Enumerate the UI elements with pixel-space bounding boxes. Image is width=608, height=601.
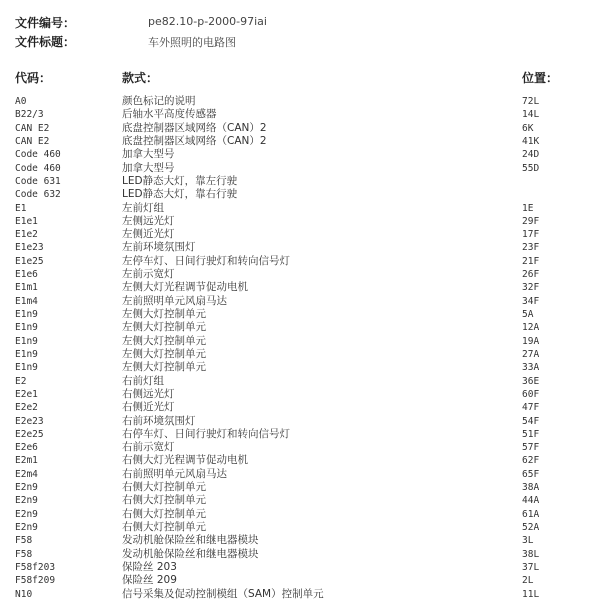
row-code: E2e2	[15, 402, 38, 414]
row-position: 26F	[522, 269, 540, 281]
row-description: 加拿大型号	[122, 161, 175, 174]
row-code: B22/3	[15, 109, 44, 121]
document-number-label: 文件编号：	[15, 16, 76, 30]
row-position: 47F	[522, 402, 540, 414]
row-position: 27A	[522, 348, 540, 360]
row-position: 2L	[522, 575, 534, 587]
document-title-value: 车外照明的电路图	[148, 36, 236, 49]
row-description: 左侧大灯控制单元	[122, 321, 206, 334]
row-code: E2e6	[15, 442, 38, 454]
table-row	[0, 401, 608, 414]
table-row	[0, 202, 608, 215]
table-row	[0, 321, 608, 334]
row-position: 52A	[522, 522, 540, 533]
row-description: LED静态大灯，靠右行驶	[122, 188, 238, 201]
table-row	[0, 521, 608, 534]
row-code: E1e6	[15, 269, 38, 281]
row-description: 左侧远光灯	[122, 214, 175, 227]
row-code: Code 460	[15, 149, 61, 161]
table-row	[0, 215, 608, 228]
table-row	[0, 574, 608, 587]
table-row	[0, 148, 608, 161]
row-position: 54F	[522, 415, 540, 427]
row-description: 左侧大灯控制单元	[122, 347, 206, 360]
table-row	[0, 241, 608, 254]
row-position: 29F	[522, 215, 540, 227]
row-position: 11L	[522, 588, 540, 600]
table-row	[0, 295, 608, 308]
row-description: 左侧大灯控制单元	[122, 334, 206, 347]
table-row	[0, 335, 608, 348]
table-row	[0, 588, 608, 601]
row-code: E2	[15, 375, 27, 387]
row-code: E2e23	[15, 415, 44, 427]
row-code: E1e1	[15, 215, 38, 227]
row-position: 44A	[522, 495, 540, 507]
row-position: 41K	[522, 135, 540, 147]
table-row	[0, 308, 608, 321]
row-description: 颜色标记的说明	[122, 95, 196, 107]
row-description: 右侧近光灯	[122, 401, 175, 414]
row-position: 36E	[522, 375, 540, 387]
row-position: 51F	[522, 428, 540, 440]
row-code: F58	[15, 535, 33, 547]
row-description: 右前示宽灯	[122, 441, 175, 454]
row-description: 右侧大灯控制单元	[122, 521, 206, 533]
table-row	[0, 468, 608, 481]
row-description: 左前环境氛围灯	[122, 241, 196, 254]
row-description: 底盘控制器区域网络（CAN）2	[122, 121, 267, 134]
row-description: 保险丝 209	[122, 574, 177, 587]
row-position: 38L	[522, 548, 540, 560]
column-header-position: 位置：	[522, 71, 559, 85]
row-position: 24D	[522, 149, 540, 161]
row-position: 19A	[522, 335, 540, 347]
row-code: E2n9	[15, 522, 38, 533]
table-row	[0, 175, 608, 188]
table-row	[0, 348, 608, 361]
row-description: 左侧大灯控制单元	[122, 308, 206, 320]
row-code: F58f209	[15, 575, 56, 587]
row-position: 21F	[522, 255, 540, 267]
row-description: 底盘控制器区域网络（CAN）2	[122, 134, 267, 147]
table-row	[0, 122, 608, 135]
row-description: 发动机舱保险丝和继电器模块	[122, 534, 259, 547]
row-position: 38A	[522, 482, 540, 494]
row-position: 6K	[522, 122, 534, 134]
row-code: E1m1	[15, 282, 38, 294]
row-code: E1n9	[15, 309, 38, 320]
column-header-description: 款式：	[122, 71, 159, 85]
table-row	[0, 415, 608, 428]
row-code: E2m4	[15, 468, 38, 480]
table-row	[0, 281, 608, 294]
row-position: 65F	[522, 468, 540, 480]
row-description: 左侧近光灯	[122, 228, 175, 241]
row-description: 左前照明单元风扇马达	[122, 294, 227, 307]
row-code: E2n9	[15, 482, 38, 494]
table-row	[0, 162, 608, 175]
row-position: 60F	[522, 388, 540, 400]
row-description: 右前环境氛围灯	[122, 414, 196, 427]
table-row	[0, 255, 608, 268]
row-code: E2e1	[15, 388, 38, 400]
row-code: Code 631	[15, 175, 61, 187]
row-description: 右侧远光灯	[122, 387, 175, 400]
table-row	[0, 108, 608, 121]
row-position: 72L	[522, 96, 540, 107]
row-code: Code 632	[15, 189, 61, 201]
table-row	[0, 481, 608, 494]
table-row	[0, 388, 608, 401]
row-code: Code 460	[15, 162, 61, 174]
row-description: LED静态大灯，靠左行驶	[122, 174, 238, 187]
row-description: 左侧大灯控制单元	[122, 361, 206, 374]
row-description: 左前示宽灯	[122, 268, 175, 281]
table-row	[0, 361, 608, 374]
row-code: E1n9	[15, 362, 38, 374]
row-code: N10	[15, 588, 33, 600]
row-position: 1E	[522, 202, 534, 214]
document-number-value: pe82.10-p-2000-97iai	[148, 15, 267, 28]
row-description: 后轴水平高度传感器	[122, 108, 217, 121]
row-code: E1	[15, 202, 27, 214]
component-table	[0, 95, 608, 601]
row-description: 保险丝 203	[122, 560, 177, 573]
row-description: 右侧大灯控制单元	[122, 507, 206, 520]
row-description: 左侧大灯光程调节促动电机	[122, 281, 248, 294]
row-code: E1e2	[15, 229, 38, 241]
row-position: 14L	[522, 109, 540, 121]
table-row	[0, 375, 608, 388]
row-description: 右停车灯、日间行驶灯和转向信号灯	[122, 427, 290, 440]
row-code: F58	[15, 548, 33, 560]
row-position: 37L	[522, 561, 540, 573]
row-code: E1e25	[15, 255, 44, 267]
row-position: 33A	[522, 362, 540, 374]
row-code: E2n9	[15, 495, 38, 507]
row-position: 57F	[522, 442, 540, 454]
table-row	[0, 268, 608, 281]
row-position: 5A	[522, 309, 534, 320]
row-description: 右侧大灯控制单元	[122, 494, 206, 507]
row-position: 32F	[522, 282, 540, 294]
row-position: 12A	[522, 322, 540, 334]
row-code: E1n9	[15, 335, 38, 347]
row-code: E1m4	[15, 295, 38, 307]
row-position: 61A	[522, 508, 540, 520]
row-description: 左停车灯、日间行驶灯和转向信号灯	[122, 254, 290, 267]
row-code: E2e25	[15, 428, 44, 440]
row-position: 62F	[522, 455, 540, 467]
table-row	[0, 494, 608, 507]
row-description: 右前灯组	[122, 374, 164, 387]
row-position: 55D	[522, 162, 540, 174]
row-description: 右前照明单元风扇马达	[122, 467, 227, 480]
table-row	[0, 95, 608, 108]
row-position: 23F	[522, 242, 540, 254]
row-code: F58f203	[15, 561, 56, 573]
row-code: E1n9	[15, 348, 38, 360]
table-row	[0, 441, 608, 454]
row-code: CAN E2	[15, 135, 50, 147]
row-code: A0	[15, 96, 27, 107]
table-row	[0, 548, 608, 561]
document-title-label: 文件标题：	[15, 35, 76, 49]
row-position: 17F	[522, 229, 540, 241]
table-row	[0, 454, 608, 467]
table-row	[0, 135, 608, 148]
table-row	[0, 228, 608, 241]
row-description: 加拿大型号	[122, 148, 175, 161]
row-description: 左前灯组	[122, 201, 164, 214]
column-header-code: 代码：	[15, 71, 52, 85]
row-position: 3L	[522, 535, 534, 547]
row-description: 信号采集及促动控制模组（SAM）控制单元	[122, 587, 324, 600]
table-row	[0, 188, 608, 201]
table-row	[0, 428, 608, 441]
row-description: 发动机舱保险丝和继电器模块	[122, 547, 259, 560]
row-code: CAN E2	[15, 122, 50, 134]
table-row	[0, 508, 608, 521]
row-code: E2m1	[15, 455, 38, 467]
row-code: E1n9	[15, 322, 38, 334]
row-description: 右侧大灯控制单元	[122, 481, 206, 494]
row-position: 34F	[522, 295, 540, 307]
table-row	[0, 534, 608, 547]
row-description: 右侧大灯光程调节促动电机	[122, 454, 248, 467]
table-row	[0, 561, 608, 574]
row-code: E2n9	[15, 508, 38, 520]
row-code: E1e23	[15, 242, 44, 254]
